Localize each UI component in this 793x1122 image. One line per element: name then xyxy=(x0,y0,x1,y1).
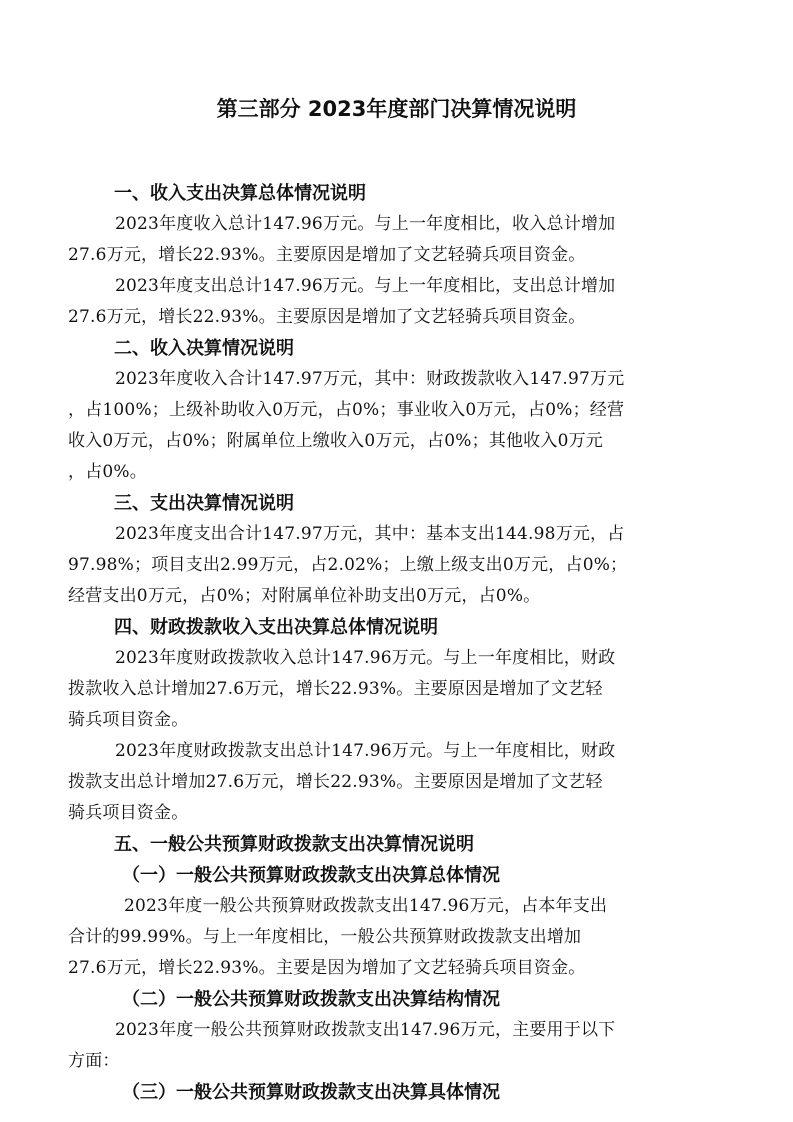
text-line: ，占0%。 xyxy=(68,462,147,482)
text-line: 2023年度一般公共预算财政拨款支出147.96万元，占本年支出 xyxy=(124,896,608,916)
text-line: 27.6万元，增长22.93%。主要原因是增加了文艺轻骑兵项目资金。 xyxy=(68,245,586,265)
section-heading-fiscal-appropriation: 四、财政拨款收入支出决算总体情况说明 xyxy=(114,617,438,638)
subsection-heading-specific: （三）一般公共预算财政拨款支出决算具体情况 xyxy=(122,1082,500,1103)
text-line: 收入0万元，占0%；附属单位上缴收入0万元，占0%；其他收入0万元 xyxy=(68,431,603,451)
paragraph-total-income xyxy=(68,209,716,271)
text-line: 拨款支出总计增加27.6万元，增长22.93%。主要原因是增加了文艺轻 xyxy=(68,772,603,792)
section-heading-expenditure: 三、支出决算情况说明 xyxy=(114,493,294,514)
paragraph-total-expenditure xyxy=(68,271,716,333)
text-line: 2023年度支出总计147.96万元。与上一年度相比，支出总计增加 xyxy=(115,276,616,296)
text-line: ，占100%；上级补助收入0万元，占0%；事业收入0万元，占0%；经营 xyxy=(68,400,625,420)
section-heading-income: 二、收入决算情况说明 xyxy=(114,338,294,359)
paragraph-general-budget-overall xyxy=(68,891,716,984)
page-title: 第三部分 2023年度部门决算情况说明 xyxy=(216,97,577,121)
subsection-heading-structure: （二）一般公共预算财政拨款支出决算结构情况 xyxy=(122,989,500,1010)
text-line: 2023年度财政拨款收入总计147.96万元。与上一年度相比，财政 xyxy=(115,648,616,668)
paragraph-expenditure-detail xyxy=(68,519,716,612)
paragraph-general-budget-structure xyxy=(68,1015,716,1077)
paragraph-income-detail xyxy=(68,364,716,488)
text-line: 经营支出0万元，占0%；对附属单位补助支出0万元，占0%。 xyxy=(68,586,541,606)
text-line: 27.6万元，增长22.93%。主要是因为增加了文艺轻骑兵项目资金。 xyxy=(68,958,586,978)
section-heading-general-public-budget: 五、一般公共预算财政拨款支出决算情况说明 xyxy=(114,834,474,855)
text-line: 合计的99.99%。与上一年度相比，一般公共预算财政拨款支出增加 xyxy=(68,927,582,947)
section-heading-income-expenditure-overview: 一、收入支出决算总体情况说明 xyxy=(114,183,366,204)
text-line: 2023年度财政拨款支出总计147.96万元。与上一年度相比，财政 xyxy=(115,741,616,761)
text-line: 2023年度一般公共预算财政拨款支出147.96万元，主要用于以下 xyxy=(115,1020,616,1040)
text-line: 2023年度支出合计147.97万元，其中：基本支出144.98万元，占 xyxy=(115,524,625,544)
paragraph-fiscal-income xyxy=(68,643,716,736)
text-line: 骑兵项目资金。 xyxy=(68,803,189,823)
document-body xyxy=(68,178,716,1108)
text-line: 97.98%；项目支出2.99万元，占2.02%；上缴上级支出0万元，占0%； xyxy=(68,555,628,575)
text-line: 骑兵项目资金。 xyxy=(68,710,189,730)
text-line: 27.6万元，增长22.93%。主要原因是增加了文艺轻骑兵项目资金。 xyxy=(68,307,586,327)
text-line: 2023年度收入总计147.96万元。与上一年度相比，收入总计增加 xyxy=(115,214,616,234)
subsection-heading-overall: （一）一般公共预算财政拨款支出决算总体情况 xyxy=(122,865,500,886)
text-line: 2023年度收入合计147.97万元，其中：财政拨款收入147.97万元 xyxy=(115,369,625,389)
paragraph-fiscal-expenditure xyxy=(68,736,716,829)
text-line: 方面： xyxy=(68,1051,120,1071)
text-line: 拨款收入总计增加27.6万元，增长22.93%。主要原因是增加了文艺轻 xyxy=(68,679,603,699)
